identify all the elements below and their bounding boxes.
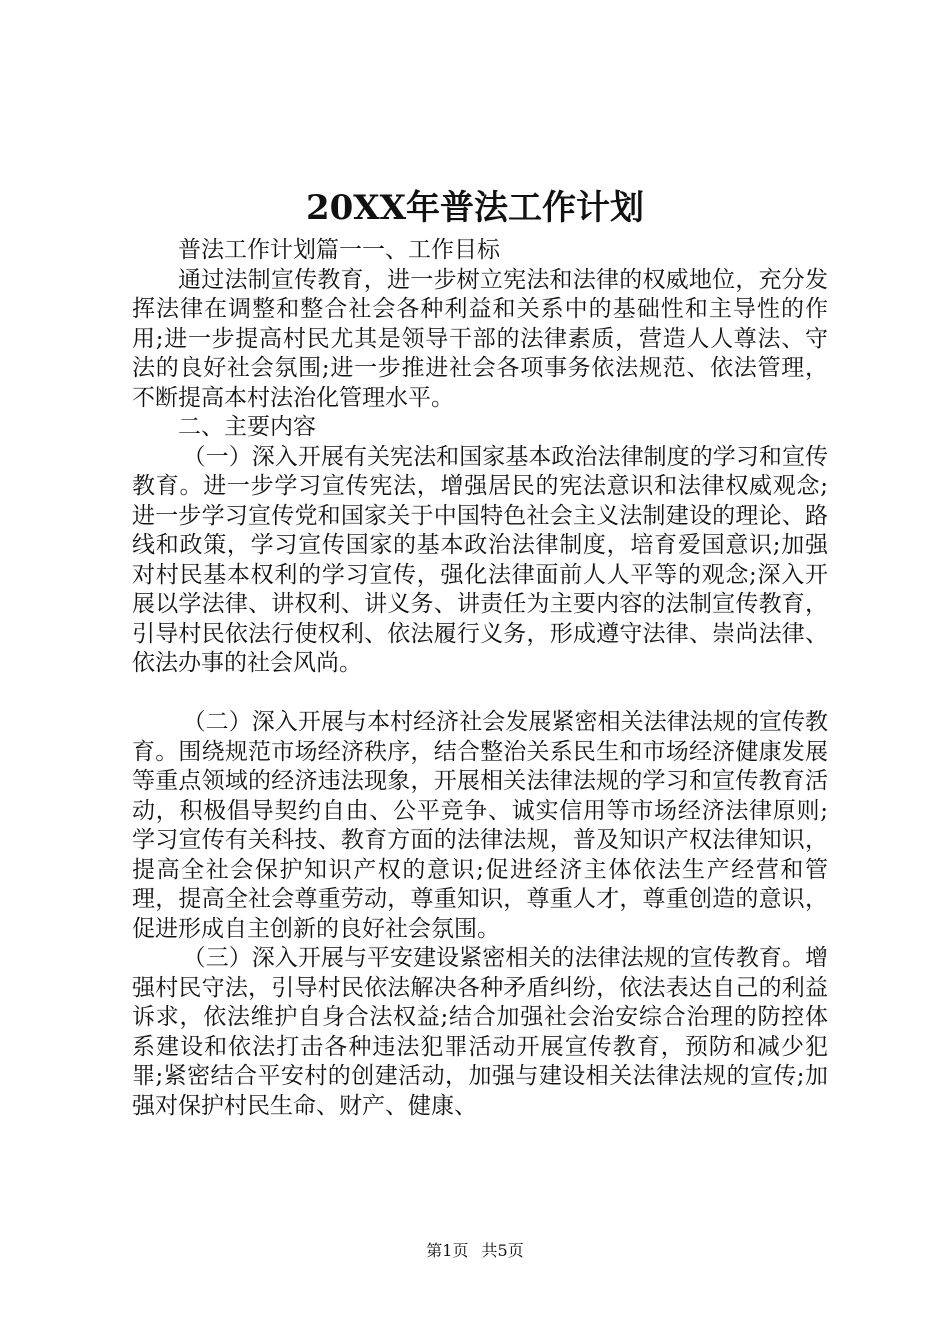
paragraph-intro-heading: 普法工作计划篇一一、工作目标: [178, 237, 500, 263]
page-footer: [0, 1240, 950, 1262]
paragraph-section-1: （一）深入开展有关宪法和国家基本政治法律制度的学习和宣传教育。进一步学习宣传宪法，增强居民的宪法意识和法律权威观念;进一步学习宣传党和国家关于中国特色社会主义法制建设的理论、路线和政策，学习宣传国家的基本政治法律制度，培育爱国意识;加强对村民基本权利的学习宣传，强化法律面前人人平等的观念;深入开展以学法律、讲权利、讲义务、讲责任为主要内容的法制宣传教育，引导村民依法行使权利、依法履行义务，形成遵守法律、崇尚法律、依法办事的社会风尚。: [132, 443, 828, 676]
paragraph-main-content-heading: 二、主要内容: [178, 414, 316, 440]
document-title: 20XX年普法工作计划: [305, 188, 645, 228]
paragraph-section-2: （二）深入开展与本村经济社会发展紧密相关法律法规的宣传教育。围绕规范市场经济秩序，结合整治关系民生和市场经济健康发展等重点领域的经济违法现象，开展相关法律法规的学习和宣传教育活动，积极倡导契约自由、公平竞争、诚实信用等市场经济法律原则;学习宣传有关科技、教育方面的法律法规，普及知识产权法律知识，提高全社会保护知识产权的意识;促进经济主体依法生产经营和管理，提高全社会尊重劳动，尊重知识，尊重人才，尊重创造的意识，促进形成自主创新的良好社会氛围。: [132, 709, 828, 942]
page-number: 第1页: [426, 1241, 469, 1260]
paragraph-section-3: （三）深入开展与平安建设紧密相关的法律法规的宣传教育。增强村民守法，引导村民依法解决各种矛盾纠纷，依法表达自己的利益诉求，依法维护自身合法权益;结合加强社会治安综合治理的防控体系建设和依法打击各种违法犯罪活动开展宣传教育，预防和减少犯罪;紧密结合平安村的创建活动，加强与建设相关法律法规的宣传;加强对保护村民生命、财产、健康、: [132, 945, 828, 1119]
page-total: 共5页: [481, 1241, 524, 1260]
paragraph-goals: 通过法制宣传教育，进一步树立宪法和法律的权威地位，充分发挥法律在调整和整合社会各种利益和关系中的基础性和主导性的作用;进一步提高村民尤其是领导干部的法律素质，营造人人尊法、守法的良好社会氛围;进一步推进社会各项事务依法规范、依法管理，不断提高本村法治化管理水平。: [132, 266, 828, 411]
document-body: [132, 236, 828, 1121]
